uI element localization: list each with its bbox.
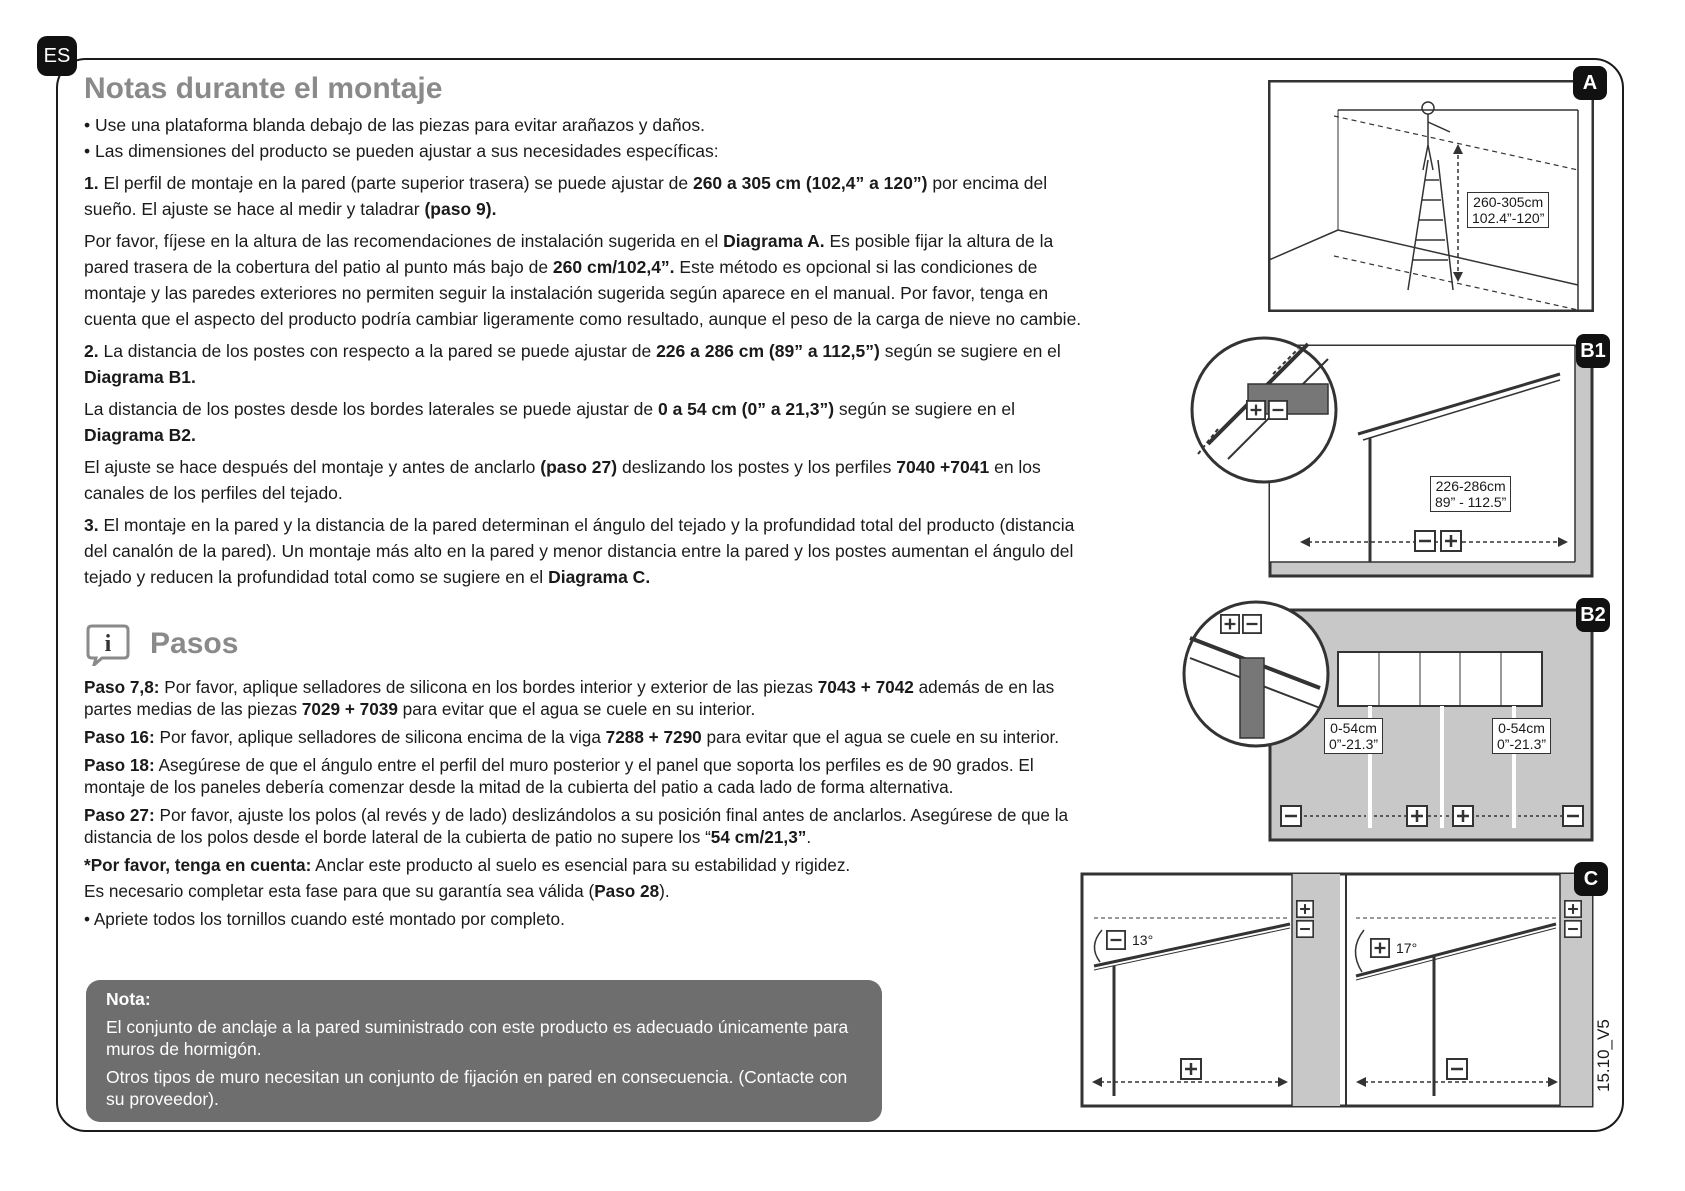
- plus-icon: [1406, 805, 1428, 827]
- bullet-tighten-screws: • Apriete todos los tornillos cuando esté montado por completo.: [84, 909, 565, 929]
- paragraph-side-distance: La distancia de los postes desde los bordes laterales se puede ajustar de 0 a 54 cm (0” a 21,3”) según se sugiere en el Diagrama B2.: [84, 399, 1016, 445]
- info-icon: [86, 622, 130, 666]
- step-16: Paso 16: Por favor, aplique selladores de silicona encima de la viga 7288 + 7290 para evitar que el agua se cuele en su interior.: [84, 727, 1060, 747]
- diagram-b1-illustration: [1188, 334, 1594, 578]
- page-title: Notas durante el montaje: [84, 72, 443, 105]
- diagram-c-illustration: [1080, 862, 1594, 1108]
- bullet-item: • Use una plataforma blanda debajo de las piezas para evitar arañazos y daños.: [84, 115, 705, 135]
- paragraph-roof-angle: 3. El montaje en la pared y la distancia de la pared determinan el ángulo del tejado y la profundidad total del producto (distancia del canalón de la pared). Un montaje más alto en la pared y menor distancia entre la pared y los postes aumentan el ángulo del tejado y reducen la profundidad total como se sugiere en el Diagrama C.: [84, 515, 1075, 587]
- minus-icon: [1280, 805, 1302, 827]
- dimension-label-right: 0-54cm 0”-21.3”: [1492, 718, 1551, 754]
- plus-icon: [1220, 614, 1240, 634]
- minus-icon: [1562, 805, 1584, 827]
- note-warranty: Es necesario completar esta fase para que su garantía sea válida (Paso 28).: [84, 881, 670, 901]
- notes-section: [84, 70, 1094, 596]
- diagram-b1: [1188, 334, 1606, 578]
- note-anchoring: *Por favor, tenga en cuenta: Anclar este producto al suelo es esencial para su estabilidad y rigidez.: [84, 855, 851, 875]
- note-box: [86, 980, 882, 1122]
- steps-heading: [86, 622, 238, 666]
- roof-angle-label: 13°: [1132, 932, 1154, 948]
- diagram-tag: A: [1573, 66, 1607, 100]
- diagram-tag: B1: [1576, 334, 1610, 368]
- language-badge: ES: [37, 36, 77, 76]
- minus-icon: [1242, 614, 1262, 634]
- paragraph-wall-height: 1. El perfil de montaje en la pared (parte superior trasera) se puede ajustar de 260 a 305 cm (102,4” a 120”) por encima del sueño. El ajuste se hace al medir y taladrar (paso 9).: [84, 173, 1048, 219]
- steps-section: [84, 676, 1074, 936]
- note-title: Nota:: [106, 989, 151, 1009]
- dimension-label: 226-286cm 89” - 112.5”: [1430, 476, 1511, 512]
- diagram-a: [1268, 71, 1598, 312]
- minus-icon: [1296, 920, 1314, 938]
- plus-icon: [1564, 900, 1582, 918]
- plus-icon: [1246, 400, 1266, 420]
- minus-icon: [1268, 400, 1288, 420]
- note-text: El conjunto de anclaje a la pared suministrado con este producto es adecuado únicamente para muros de hormigón.: [106, 1017, 849, 1059]
- diagram-tag: C: [1574, 862, 1608, 896]
- dimension-label-left: 0-54cm 0”-21.3”: [1324, 718, 1383, 754]
- roof-angle-label: 17°: [1396, 940, 1418, 956]
- note-text: Otros tipos de muro necesitan un conjunto de fijación en pared en consecuencia. (Contacte con su proveedor).: [106, 1067, 848, 1109]
- svg-text:i: i: [104, 631, 112, 657]
- plus-icon: [1296, 900, 1314, 918]
- diagram-c: [1080, 862, 1599, 1108]
- diagram-tag: B2: [1576, 598, 1610, 632]
- paragraph-post-distance: 2. La distancia de los postes con respecto a la pared se puede ajustar de 226 a 286 cm (89” a 112,5”) según se sugiere en el Diagrama B1.: [84, 341, 1061, 387]
- step-7-8: Paso 7,8: Por favor, aplique selladores de silicona en los bordes interior y exterior de las piezas 7043 + 7042 además de en las partes medias de las piezas 7029 + 7039 para evitar que el agua se cuele en su interior.: [84, 677, 1055, 719]
- minus-icon: [1564, 920, 1582, 938]
- diagram-b2: [1180, 598, 1606, 842]
- plus-icon: [1452, 805, 1474, 827]
- minus-icon: [1106, 930, 1126, 950]
- version-code: 15.10_V5: [1594, 1019, 1613, 1092]
- minus-icon: [1446, 1058, 1468, 1080]
- plus-icon: [1370, 938, 1390, 958]
- minus-icon: [1414, 530, 1436, 552]
- dimension-label: 260-305cm 102.4”-120”: [1467, 192, 1549, 228]
- paragraph-adjustment: El ajuste se hace después del montaje y antes de anclarlo (paso 27) deslizando los postes y los perfiles 7040 +7041 en los canales de los perfiles del tejado.: [84, 457, 1041, 503]
- bullet-item: • Las dimensiones del producto se pueden ajustar a sus necesidades específicas:: [84, 141, 719, 161]
- plus-icon: [1180, 1058, 1202, 1080]
- steps-title: Pasos: [150, 627, 239, 660]
- step-18: Paso 18: Asegúrese de que el ángulo entre el perfil del muro posterior y el panel que soporta los perfiles es de 90 grados. El montaje de los paneles debería comenzar desde la mitad de la cubierta del patio a cada lado de forma alternativa.: [84, 755, 1034, 797]
- paragraph-diagram-a: Por favor, fíjese en la altura de las recomendaciones de instalación sugerida en el Diagrama A. Es posible fijar la altura de la pared trasera de la cobertura del patio al punto más bajo de 260 cm/102,4”. Este método es opcional si las condiciones de montaje y las paredes exteriores no permiten seguir la instalación sugerida según aparece en el manual. Por favor, tenga en cuenta que el aspecto del producto podría cambiar ligeramente como resultado, aunque el peso de la carga de nieve no cambie.: [84, 231, 1082, 329]
- plus-icon: [1440, 530, 1462, 552]
- step-27: Paso 27: Por favor, ajuste los polos (al revés y de lado) deslizándolos a su posición final antes de anclarlos. Asegúrese de que la distancia de los polos desde el borde lateral de la cubierta de patio no supere los “54 cm/21,3”.: [84, 805, 1069, 847]
